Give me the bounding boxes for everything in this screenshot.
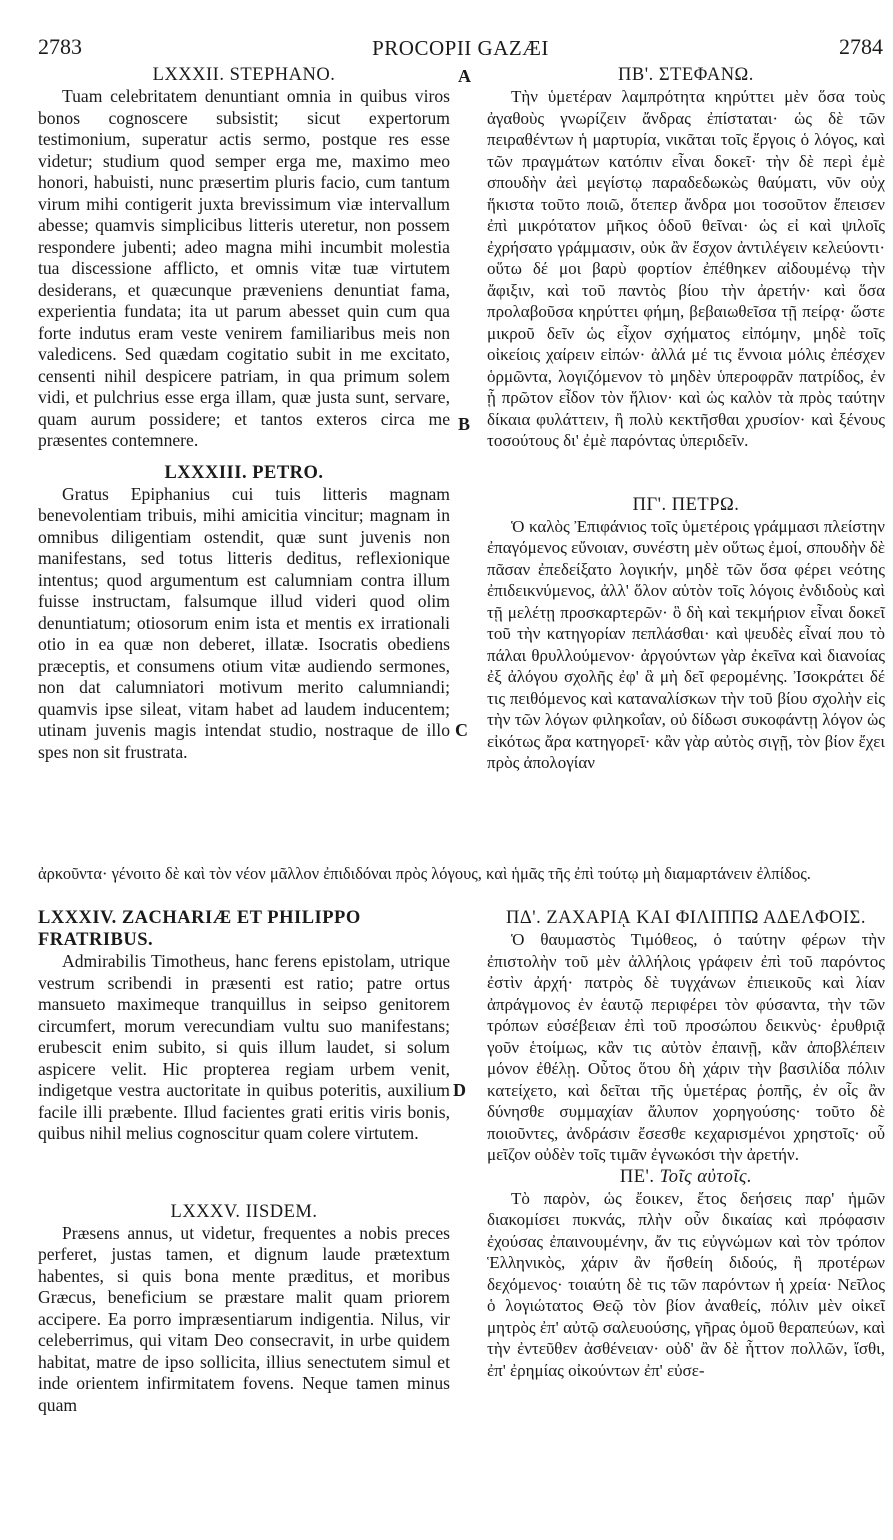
running-title: PROCOPII GAZÆI [372,36,549,60]
latin-column [38,64,450,763]
section-title-83-greek: ΠΓ'. ΠΕΤΡΩ. [632,494,740,515]
greek-column [487,64,885,774]
page-header [38,34,883,58]
margin-marker-a: A [458,66,471,86]
page-number-right: 2784 [839,34,883,59]
section-title-83-latin: LXXXIII. PETRO. [164,462,324,483]
letter-85-greek: Τὸ παρὸν, ὡς ἔοικεν, ἔτος δεήσεις παρ' ἡμῶν διακομίσει πυκνάς, πλὴν οὖν δικαίας καὶ πρόφασιν ἐχούσας ἐπαινουμένην, ἄν τις εὐγνώμων καὶ τὸν τρόπον Ἑλληνικὸς, χάριν ἂν ἥσθείη διδούς, ἢ προτέρων δεχόμενος· τοιαύτη δὲ τις τῶν παρόντων ἡ χρεία· Νεῖλος ὁ λογιώτατος Θεῷ τὸν βίον ἀναθείς, πόλιν μὲν οἰκεῖ μητρὸς ἐπ' αὐτῷ σαλευούσης, γῆρας ὁμοῦ θεραπεύων, καὶ τὴν ἐντεῦθεν ἀσθένειαν· οὐδ' ἂν δὲ ἧττον πολλῶν, ἴσθι, ἐπ' ἐρημίας οἰκούντων ἐπ' εὐσε- [487,1188,885,1380]
letter-83-greek-continuation: ἀρκοῦντα· γένοιτο δὲ καὶ τὸν νέον μᾶλλον ἐπιδιδόναι πρὸς λόγους, καὶ ἡμᾶς τῆς ἐπὶ τούτῳ μὴ διαμαρτάνειν ἐλπίδος. [38,864,811,883]
section-title-84-greek: ΠΔ'. ΖΑΧΑΡΙᾼ ΚΑΙ ΦΙΛΙΠΠΩ ΑΔΕΛΦΟΙΣ. [506,908,866,928]
section-title-85-latin: LXXXV. IISDEM. [170,1201,318,1222]
letter-85-latin: Præsens annus, ut videtur, frequentes a nobis preces perferet, justas tamen, et dignum laude prætextum habentes, si quis bona mente præditus, et moribus Græcus, beneficium se præstare malit quam priorem accipere. Ea porro impræsentiarum indigentia. Nilus, vir celeberrimus, qui vitam Deo consecravit, in urbe quidem habitat, matre de ipso sollicita, illius senectutem simul et inde orientem infirmitatem fovens. Neque tamen minus quam [38,1222,450,1415]
margin-marker-b: B [458,414,471,434]
section-title-84-latin: LXXXIV. ZACHARIÆ ET PHILIPPO FRATRIBUS. [38,908,361,950]
section-number-85-greek: ΠΕ'. [619,1166,655,1187]
margin-marker-c: C [455,720,468,740]
section-heading-85-greek: Τοῖς αὐτοῖς. [659,1166,753,1187]
page-number-left: 2783 [38,34,82,59]
greek-column-lower [487,907,885,1381]
section-title-82-latin: LXXXII. STEPHANO. [152,65,336,85]
letter-82-greek: Τὴν ὑμετέραν λαμπρότητα κηρύττει μὲν ὅσα τοὺς ἀγαθοὺς γνωρίζειν ἄνδρας ἐπίσταται· ὡς δὲ τῶν πειραθέντων ἡ μαρτυρία, νικᾶται τοῖς ἔργοις ὁ λόγος, καὶ τῶν πραγμάτων κατόπιν εἶναι δοκεῖ· τὴν δὲ περὶ ἐμὲ σπουδὴν ἀεὶ μεγίστῳ παραδεδωκὼς θαύματι, νῦν οὐχ ἥκιστα τοῦτο ποιῶ, ὅτεπερ ἄνδρα μοι τοσοῦτον ἔπεισεν ἐπὶ μικρότατον μῆκος ὁδοῦ θεῖναι· ὡς εἰ καὶ ψιλοῖς ἐχρήσατο γράμμασιν, οὐκ ἂν ἔσχον ἀντιλέγειν κελεύοντι· οὕτω δέ μοι βαρὺ φορτίον ἐπέθηκεν αἰδουμένῳ τὴν ἄφιξιν, καὶ τοῦ παντὸς βίου τὴν ἀρετήν· καὶ ὅσα προλαβοῦσα κηρύττει φήμη, βεβαιωθεῖσα τῇ πείρᾳ· ὥστε μικροῦ δεῖν ὡς εἶχον σχήματος εἰπόμην, μηδὲ τοῖς οἰκείοις χαίρειν εἰπών· ἀλλά μέ τις ἔννοια μόλις ἐπέσχεν ὁρμῶντα, λογιζόμενον τὸ μηδὲν ὑπεροφρᾶν πατρίδος, ἐν ᾗ πρῶτον εἶδον τὸν ἥλιον· καὶ ὡς καλὸν τὰ πρὸς ταύτην δίκαια φυλάττειν, ἢ πολὺ κεκτῆσθαι χρυσίον· καὶ ξένους τοσούτους δι' ἐμὲ παρόντας ὑπεριδεῖν. [487,87,885,450]
section-title-85-greek [487,1166,885,1188]
letter-82-latin: Tuam celebritatem denuntiant omnia in quibus viros bonos cognoscere subsistit; sicut expertorum testimonium, superatur actis sermo, postque res esse videtur; studium quod semper erga me, maximo meo honori, habuisti, nunc præsertim pluris facio, cum tantum virum mihi contigerit juxta brevissimum viæ intervallum abesse; quamvis simplicibus litteris uteretur, non possem respondere jubenti; adeo magna mihi incumbit molestia tua discessione afflicto, et omnis vitæ tuæ virtutem desiderans, et quæcunque præveniens denuntiat fama, experientia fundata; ita ut parum abesset quin cum qua forte indutus eram veste venirem familiaribus meis non valedicens. Sed quædam cogitatio subit in me excitato, censenti nihil despicere patriam, in qua primum solem vidi, et pulchrius esse erga illam, quæ justa sunt, servare, quam aurum possidere; et tantos exteros circa me præsentes contemnere. [38,86,450,450]
letter-84-greek: Ὁ θαυμαστὸς Τιμόθεος, ὁ ταύτην φέρων τὴν ἐπιστολὴν τοῦ μὲν ἀλλήλοις γράφειν ἐπὶ τοῦ παρόντος ἐστὶν ἀρχή· πατρὸς δὲ τυγχάνων ἐπιεικοῦς καὶ λίαν ἀπράγμονος ἐν ἑαυτῷ περιφέρει τὸν φύσαντα, τὴν τῶν τρόπων εὐσέβειαν ἐπὶ τοῦ προσώπου δεικνὺς· ἐρυθριᾷ γοῦν ἑτοίμως, κἂν τις αὐτὸν ἐπαινῇ, κἂν ἀποβλέπειν μόνον ἐθέλῃ. Οὗτος ὅτου δὴ χάριν τὴν βασιλίδα πόλιν κατείχετο, καὶ δεῖται τῆς ὑμετέρας ῥοπῆς, ἐν οἷς ἂν δύνησθε συμμαχίαν ἄλυπον χορηγούσης· τοῦτο δὲ ποιοῦντες, ἀνδράσιν ἔσεσθε κεχαρισμένοι χρηστοῖς· οὗ μεῖζον οὐδὲν τοῖς τιμᾶν ἐγνωκόσι τὴν ἀρετήν. [487,930,885,1164]
section-title-82-greek: ΠΒ'. ΣΤΕΦΑΝΩ. [618,65,754,85]
margin-marker-d: D [453,1080,466,1100]
letter-83-greek: Ὁ καλὸς Ἐπιφάνιος τοῖς ὑμετέροις γράμμασι πλείστην ἐπαγόμενος εὔνοιαν, συνέστη μὲν οὕτως ἐμοί, σπουδὴν δὲ πᾶσαν ἐπεδείξατο λογικήν, μηδὲ τῶν ὅσα φέρει νεότης ἐπιδεικνύμενος, ἀλλ' ὅλον αὑτὸν τοῖς λόγοις ἐνδιδοὺς καὶ τῇ μελέτῃ προσκαρτερῶν· ὃ δὴ καὶ τεκμήριον εἶναι δοκεῖ τοῦ τὴν κατηγορίαν πεπλάσθαι· καὶ ψευδὲς εἶναί που τὸ πάλαι θρυλλούμενον· ἀργούντων γὰρ ἐκεῖνα καὶ διανοίας ἐξ ἀλόγου σχολῆς ἐφ' ἃ μὴ δεῖ φερομένης. Ἰσοκράτει δέ τις πειθόμενος καὶ καταναλίσκων τὴν τοῦ βίου σχολὴν εἰς τὴν τῶν λόγων φιληκοΐαν, οὐ δίδωσι συκοφάντῃ λόγον ὡς εἰκότως ἄρα κατηγορεῖ· κἂν γὰρ αὐτὸς σιγῇ, τὸν βίον ἔχει πρὸς ἀπολογίαν [487,516,885,772]
letter-83-latin: Gratus Epiphanius cui tuis litteris magnam benevolentiam tribuis, mihi amicitia vincitur; magnam in omnibus diligentiam ostendit, quæ sunt juvenis non manifestans, sed totus litteris deditus, reflexionique intentus; quod argumentum est calumniam contra illum fuisse instructam, falsumque illud videri quod olim denuntiatum; otiosorum enim ista et mentis ex irrationali otio in ea quæ non deberet, illatæ. Isocratis obediens præceptis, et consumens otium vitæ audiendo sermones, non dat calumniatori motivum merito calumniandi; quamvis ipse sileat, vitam habet ad laudem inducentem; utinam juvenis magis intendat studio, nostraque de illo spes non sit frustrata. [38,483,450,762]
letter-84-latin: Admirabilis Timotheus, hanc ferens epistolam, utrique vestrum scribendi in præsenti est ratio; patre ortus mansueto maximeque tranquillus in seipso genitorem circumfert, morum verecundiam vultu suo manifestans; erubescit enim subito, si quis illum laudet, si solum aspicere velit. Hic propterea regiam urbem venit, indigetque vestra auctoritate in quibus poteritis, auxilium facile illi præbente. Illud facientes grati eritis viris bonis, quibus nihil melius cognoscitur quam colere virtutem. [38,951,450,1143]
latin-column-lower [38,907,450,1416]
